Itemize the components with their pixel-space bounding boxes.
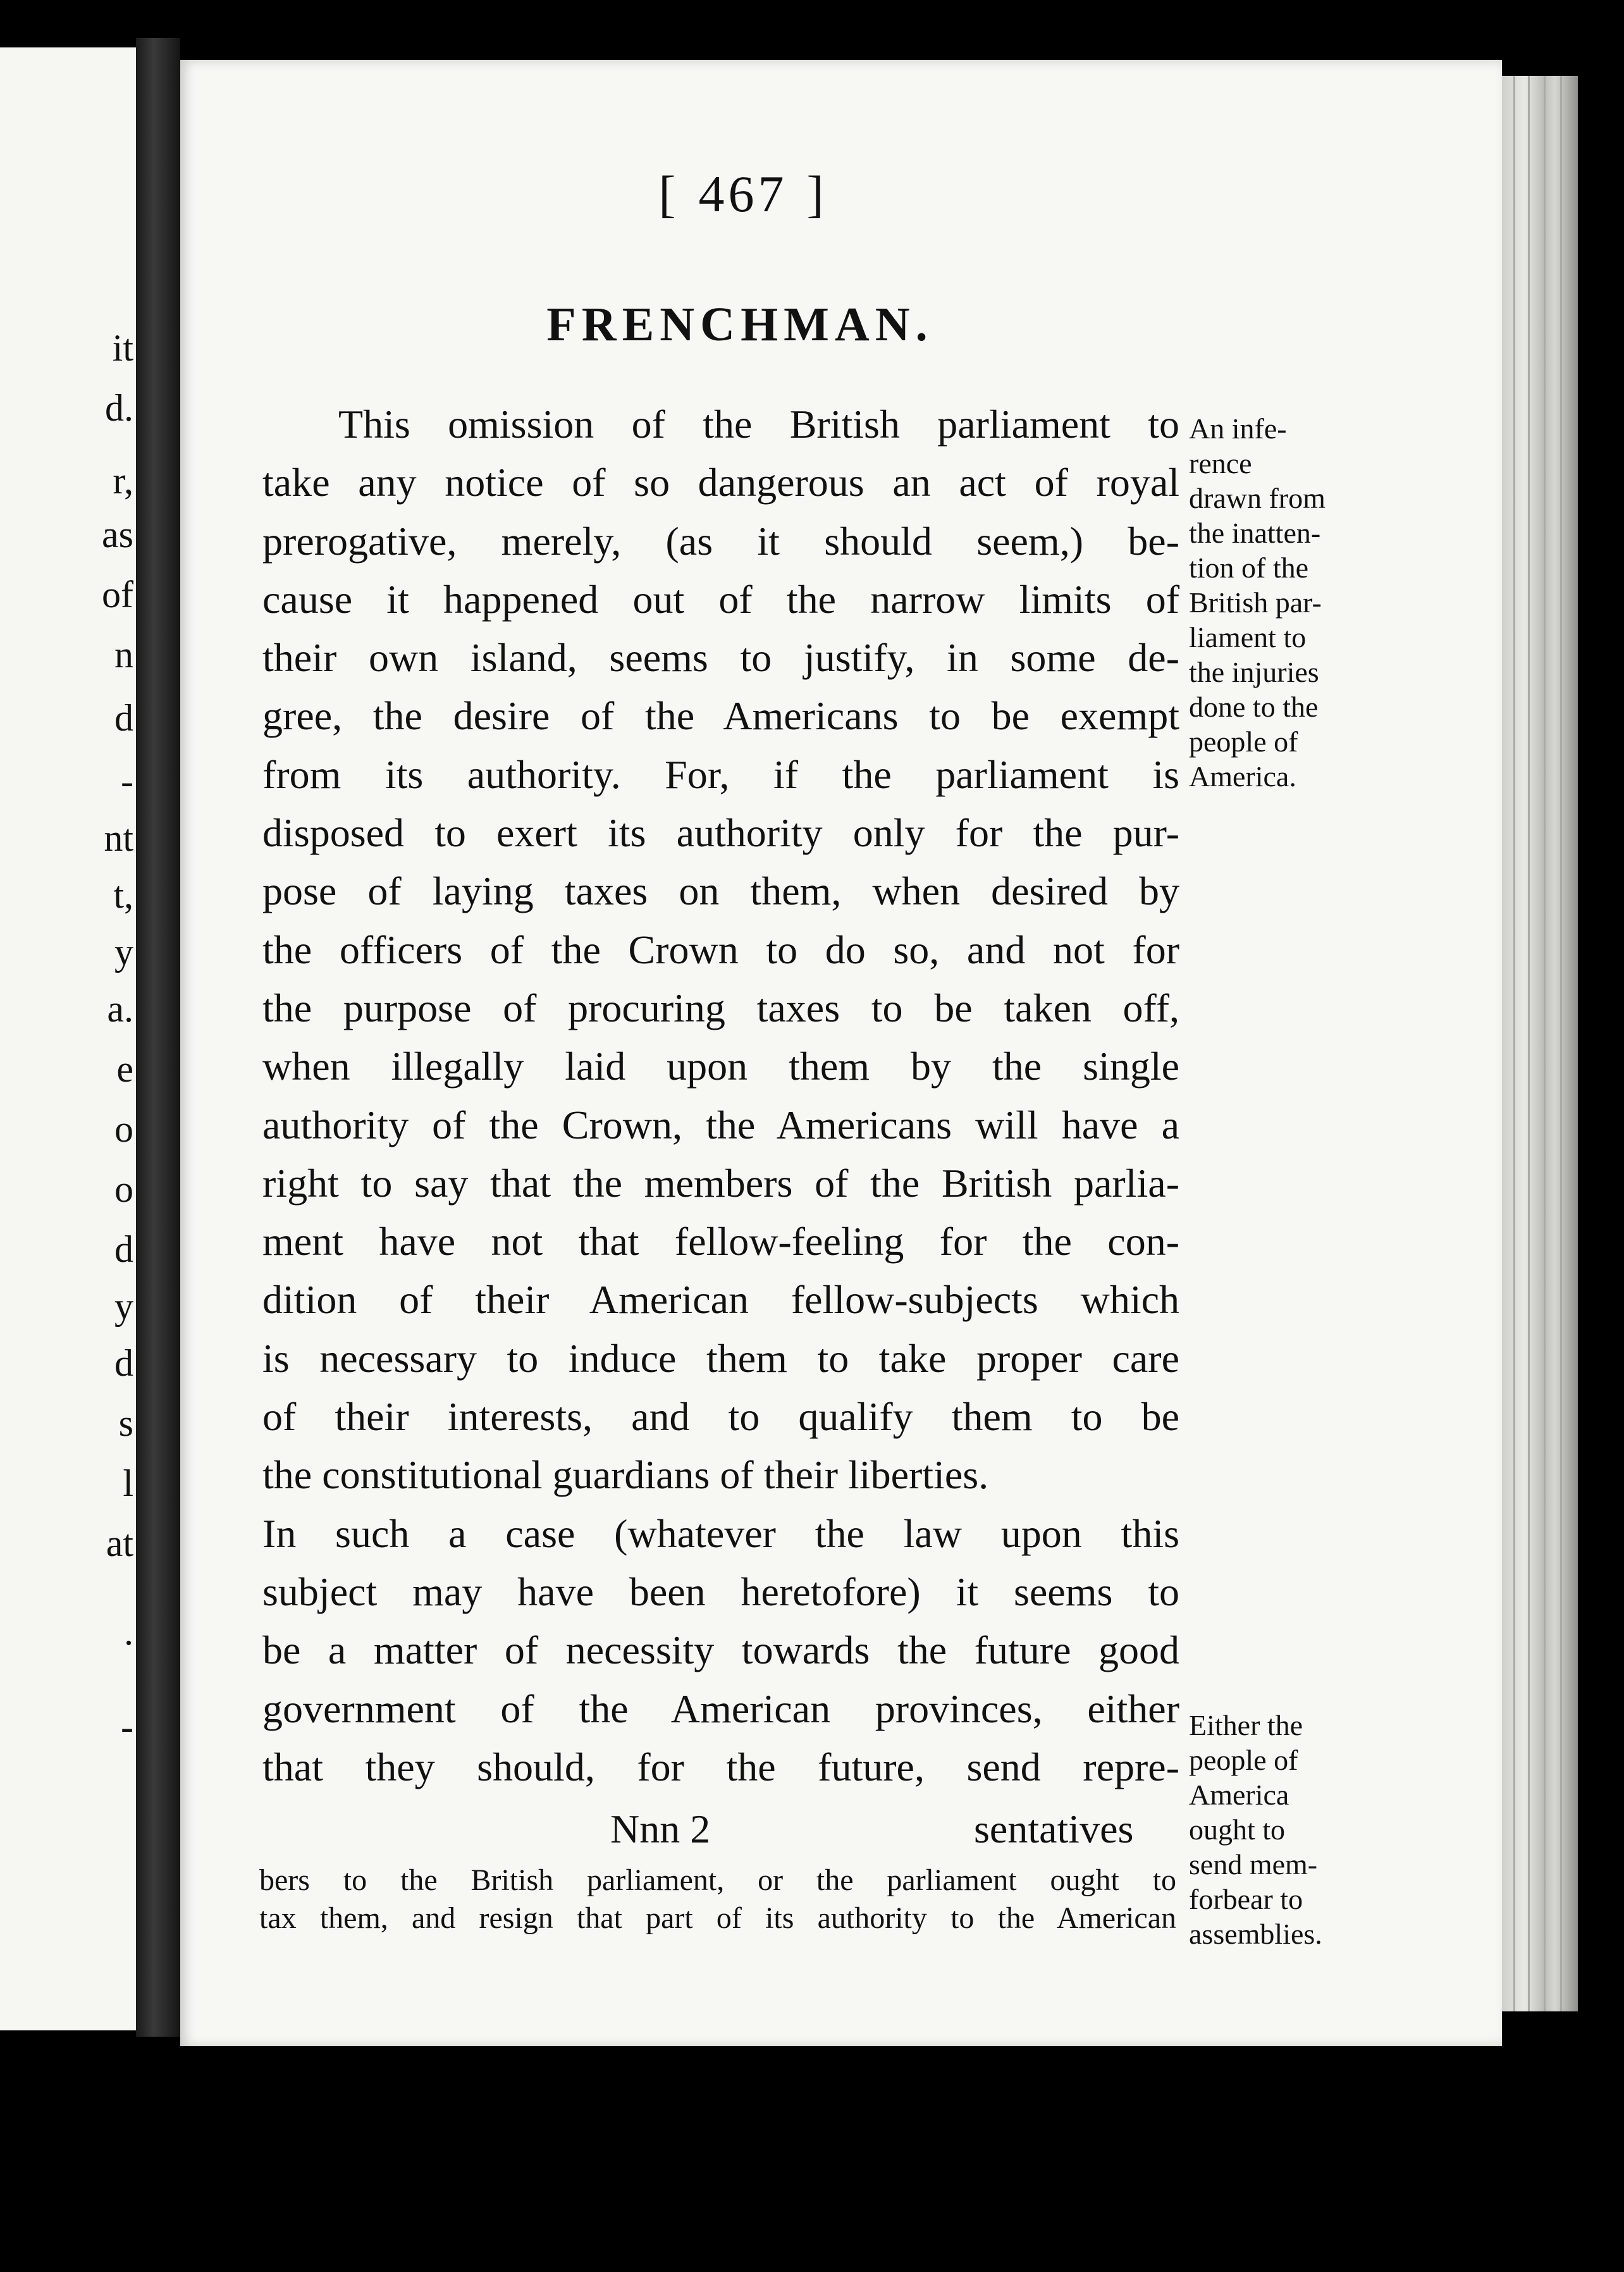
facing-page-character: - — [121, 1706, 133, 1748]
facing-page-character: d. — [105, 387, 133, 429]
book-gutter — [136, 38, 180, 2037]
footnote-line: bers to the British parliament, or the parliament ought to — [259, 1863, 1176, 1897]
margin-note-line: America — [1189, 1779, 1289, 1811]
margin-note-line: ought to — [1189, 1813, 1286, 1846]
facing-page-character: y — [114, 931, 133, 973]
text-line: cause it happened out of the narrow limits of — [262, 576, 1179, 622]
facing-page-character: o — [114, 1168, 133, 1210]
text-line: the purpose of procuring taxes to be taken off, — [262, 985, 1179, 1030]
chapter-title: FRENCHMAN. — [546, 298, 933, 351]
text-line: ment have not that fellow-feeling for the con- — [262, 1219, 1179, 1264]
margin-note-line: people of — [1189, 1744, 1298, 1776]
facing-page-character: at — [106, 1522, 133, 1564]
text-line: take any notice of so dangerous an act of royal — [262, 460, 1179, 505]
text-line: from its authority. For, if the parliament is — [262, 751, 1179, 797]
text-line: right to say that the members of the British parlia- — [262, 1160, 1179, 1206]
margin-note-line: drawn from — [1189, 482, 1326, 514]
margin-note-line: send mem- — [1189, 1848, 1318, 1880]
text-line: disposed to exert its authority only for the pur- — [262, 810, 1179, 856]
margin-note-line: British par- — [1189, 586, 1322, 619]
text-line: This omission of the British parliament to — [338, 402, 1179, 447]
text-line: dition of their American fellow-subjects which — [262, 1277, 1179, 1323]
text-line: their own island, seems to justify, in some de- — [262, 635, 1179, 681]
body-text — [262, 395, 1179, 1796]
page-number: 467 — [698, 165, 788, 223]
facing-page-character: y — [114, 1285, 133, 1327]
margin-note-line: liament to — [1189, 621, 1307, 653]
catchword: sentatives — [974, 1806, 1134, 1851]
text-line: authority of the Crown, the Americans will have a — [262, 1102, 1179, 1147]
facing-page-character: . — [124, 1611, 133, 1653]
facing-page-character: d — [114, 1342, 133, 1384]
continued-margin-note — [259, 1861, 1176, 1937]
facing-page-character: d — [114, 697, 133, 739]
margin-note-representation — [1189, 1708, 1366, 1951]
text-line: be a matter of necessity towards the future good — [262, 1627, 1179, 1673]
facing-page-character: o — [114, 1108, 133, 1150]
signature-mark: Nnn 2 — [610, 1806, 711, 1851]
text-line: is necessary to induce them to take proper care — [262, 1335, 1179, 1381]
margin-note-line: An infe- — [1189, 412, 1287, 445]
margin-note-line: people of — [1189, 725, 1298, 758]
text-line: the constitutional guardians of their liberties. — [262, 1452, 989, 1498]
facing-page-character: - — [121, 760, 133, 802]
margin-note-line: tion of the — [1189, 552, 1309, 584]
facing-page-character: t, — [113, 874, 133, 916]
text-line: pose of laying taxes on them, when desired by — [262, 868, 1179, 914]
header-bracket-close: ] — [806, 165, 828, 223]
page-edges — [1502, 76, 1578, 2011]
margin-note-line: America. — [1189, 760, 1296, 793]
text-line: government of the American provinces, either — [262, 1686, 1179, 1731]
facing-page-character: d — [114, 1228, 133, 1270]
text-line: In such a case (whatever the law upon this — [262, 1510, 1179, 1556]
margin-note-line: Either the — [1189, 1709, 1303, 1741]
text-line: gree, the desire of the Americans to be exempt — [262, 693, 1179, 739]
margin-note-line: assemblies. — [1189, 1918, 1322, 1950]
facing-page-character: n — [114, 634, 133, 676]
facing-page-character: it — [112, 327, 133, 369]
facing-page-character: e — [116, 1048, 133, 1090]
facing-page-character: a. — [107, 988, 133, 1030]
text-line: prerogative, merely, (as it should seem,) be- — [262, 518, 1179, 564]
margin-note-inference — [1189, 411, 1366, 794]
facing-page-character: of — [102, 574, 133, 615]
margin-note-line: forbear to — [1189, 1883, 1303, 1915]
margin-note-line: done to the — [1189, 691, 1319, 723]
facing-page-character: s — [118, 1402, 133, 1444]
text-line: that they should, for the future, send repre- — [262, 1744, 1179, 1789]
facing-page-character: as — [102, 514, 133, 555]
text-line: subject may have been heretofore) it seems to — [262, 1569, 1179, 1614]
facing-page-fragment — [0, 47, 140, 2030]
facing-page-character: l — [123, 1462, 133, 1504]
header-bracket-open: [ — [658, 165, 680, 223]
margin-note-line: rence — [1189, 447, 1252, 479]
text-line: the officers of the Crown to do so, and not for — [262, 927, 1179, 972]
text-line: when illegally laid upon them by the single — [262, 1044, 1179, 1089]
facing-page-character: nt — [104, 817, 133, 859]
facing-page-character: r, — [113, 460, 133, 502]
page-header — [632, 164, 854, 224]
margin-note-line: the injuries — [1189, 656, 1319, 688]
margin-note-line: the inatten- — [1189, 517, 1321, 549]
footnote-line: tax them, and resign that part of its authority to the American — [259, 1901, 1176, 1935]
text-line: of their interests, and to qualify them to be — [262, 1394, 1179, 1440]
